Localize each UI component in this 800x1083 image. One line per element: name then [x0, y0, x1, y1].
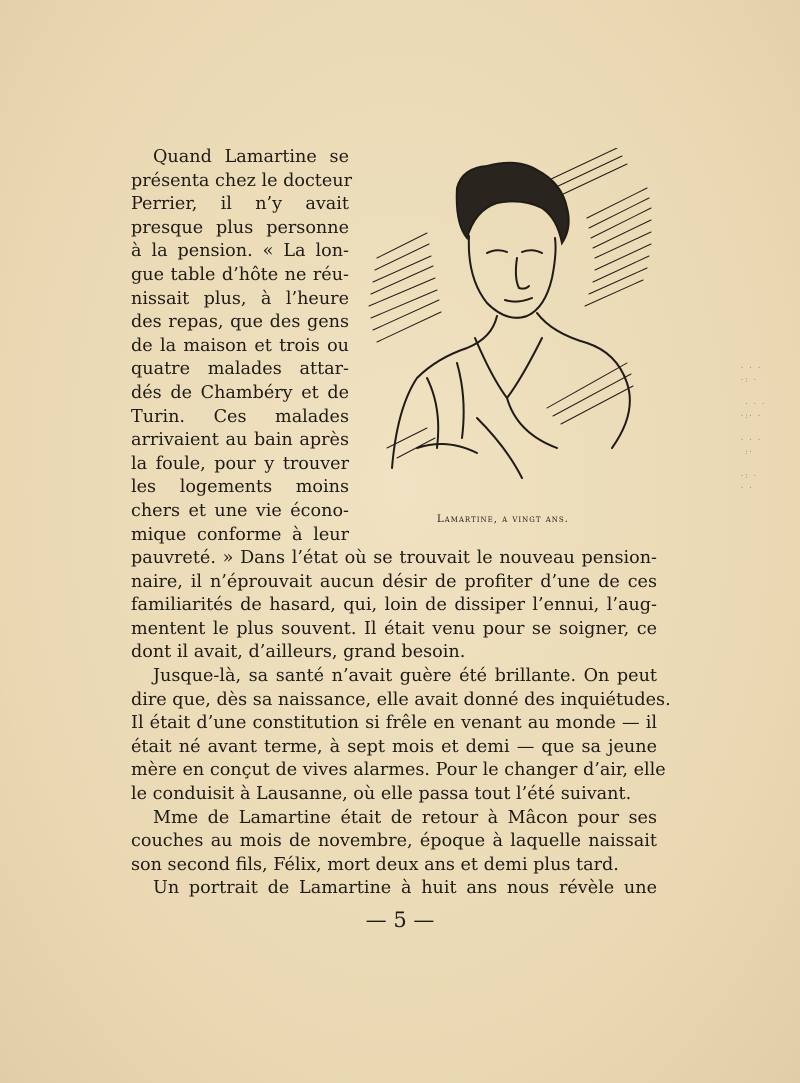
- text-line: des repas, que des gens: [131, 312, 349, 333]
- page-number: — 5 —: [365, 908, 435, 932]
- text-line: les logements moins: [131, 477, 349, 498]
- text-line: familiarités de hasard, qui, loin de dissiper l’ennui, l’aug-: [131, 595, 657, 616]
- text-line: était né avant terme, à sept mois et demi — que sa jeune: [131, 736, 657, 757]
- text-line: son second fils, Félix, mort deux ans et demi plus tard.: [131, 854, 619, 875]
- text-line: Turin. Ces malades: [131, 406, 349, 427]
- text-line: Perrier, il n’y avait: [131, 194, 349, 215]
- text-line: presque plus personne: [131, 217, 349, 238]
- text-line: Jusque-là, sa santé n’avait guère été brillante. On peut: [153, 666, 657, 687]
- text-line: mique conforme à leur: [131, 524, 349, 545]
- text-line: présenta chez le docteur: [131, 170, 353, 191]
- show-through-marks: · · · ·: · · · · ·:· · · · · :· ·: · · ·: [740, 364, 766, 492]
- text-line: quatre malades attar-: [131, 359, 349, 380]
- text-line: de la maison et trois ou: [131, 335, 349, 356]
- text-line: Mme de Lamartine était de retour à Mâcon pour ses: [153, 807, 657, 828]
- text-line: Il était d’une constitution si frêle en venant au monde — il: [131, 713, 657, 734]
- text-line: chers et une vie écono-: [131, 500, 349, 521]
- wrapped-paragraph: [131, 146, 353, 547]
- text-line: naire, il n’éprouvait aucun désir de profiter d’une de ces: [131, 571, 657, 592]
- text-line: nissait plus, à l’heure: [131, 288, 349, 309]
- text-line: dés de Chambéry et de: [131, 382, 349, 403]
- text-line: mentent le plus souvent. Il était venu pour se soigner, ce: [131, 618, 657, 639]
- portrait-engraving: [357, 148, 657, 506]
- text-line: le conduisit à Lausanne, où elle passa tout l’été suivant.: [131, 784, 632, 805]
- text-line: couches au mois de novembre, époque à laquelle naissait: [131, 831, 657, 852]
- full-paragraphs: [131, 547, 671, 901]
- figure-caption: Lamartine, a vingt ans.: [437, 514, 569, 525]
- text-line: à la pension. « La lon-: [131, 241, 349, 262]
- text-line: pauvreté. » Dans l’état où se trouvait le nouveau pension-: [131, 548, 657, 569]
- text-line: mère en conçut de vives alarmes. Pour le changer d’air, elle: [131, 760, 666, 781]
- text-line: gue table d’hôte ne réu-: [131, 264, 349, 285]
- text-line: dire que, dès sa naissance, elle avait donné des inquiétudes.: [131, 689, 671, 710]
- text-line: Un portrait de Lamartine à huit ans nous révèle une: [153, 878, 657, 899]
- text-line: Quand Lamartine se: [153, 147, 349, 167]
- text-line: dont il avait, d’ailleurs, grand besoin.: [131, 642, 466, 663]
- text-line: arrivaient au bain après: [131, 430, 349, 451]
- text-line: la foule, pour y trouver: [131, 453, 349, 474]
